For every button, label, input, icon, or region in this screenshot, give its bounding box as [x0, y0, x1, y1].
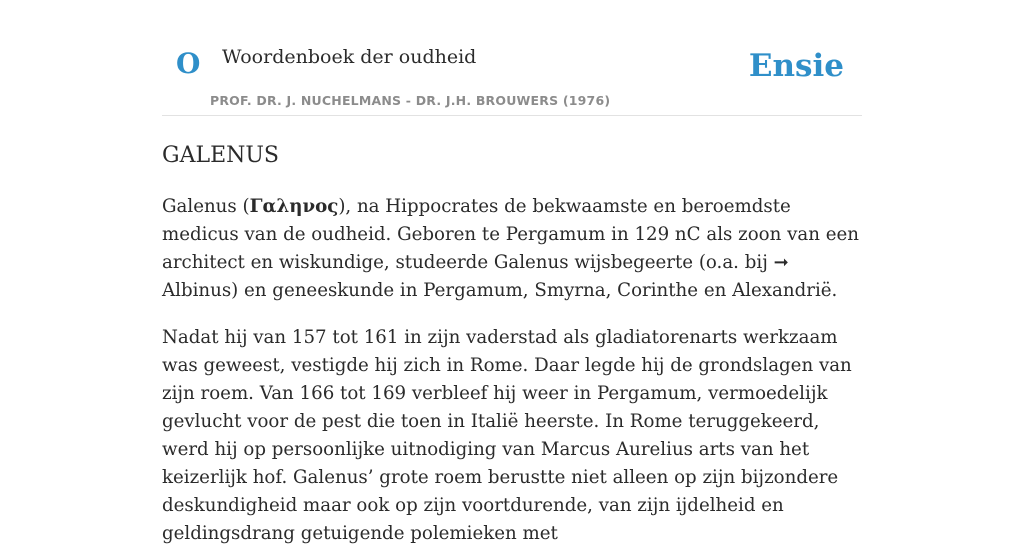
greek-name: Γαληνος: [249, 196, 339, 217]
paragraph-2: Nadat hij van 157 tot 161 in zijn vaderstad als gladiatorenarts werkzaam was geweest, vestigde hij zich in Rome. Daar legde hij de grondslagen van zijn roem. Van 166 tot 169 verbleef hij weer in Pergamum, vermoedelijk gevlucht voor de pest die toen in Italië heerste. In Rome teruggekeerd, werd hij op persoonlijke uitnodiging van Marcus Aurelius arts van het keizerlijk hof. Galenus’ grote roem berustte niet alleen op zijn bijzondere deskundigheid maar ook op zijn voortdurende, van zijn ijdelheid en geldingsdrang getuigende polemieken met: [162, 327, 852, 544]
ensie-logo-link[interactable]: Ensie: [748, 48, 844, 84]
text-span: Galenus (: [162, 196, 250, 217]
dictionary-header: [162, 0, 862, 116]
article-page: [162, 0, 862, 544]
authors-line: PROF. DR. J. NUCHELMANS - DR. J.H. BROUWERS (1976): [210, 93, 611, 108]
arrow-icon: ➞: [773, 252, 789, 273]
text-span: ), na Hippocrates de bekwaamste en beroemdste medicus van de oudheid. Geboren te Pergamum in 129 nC als zoon van een architect en wiskundige, studeerde Galenus wijsbegeerte (o.a. bij: [162, 196, 859, 273]
cross-reference-text: Albinus: [162, 280, 232, 301]
text-span: ) en geneeskunde in Pergamum, Smyrna, Corinthe en Alexandrië.: [231, 280, 838, 301]
book-title[interactable]: Woordenboek der oudheid: [222, 46, 477, 68]
section-letter: O: [176, 47, 201, 80]
entry-title: GALENUS: [162, 143, 279, 168]
paragraph-1: [162, 193, 862, 305]
